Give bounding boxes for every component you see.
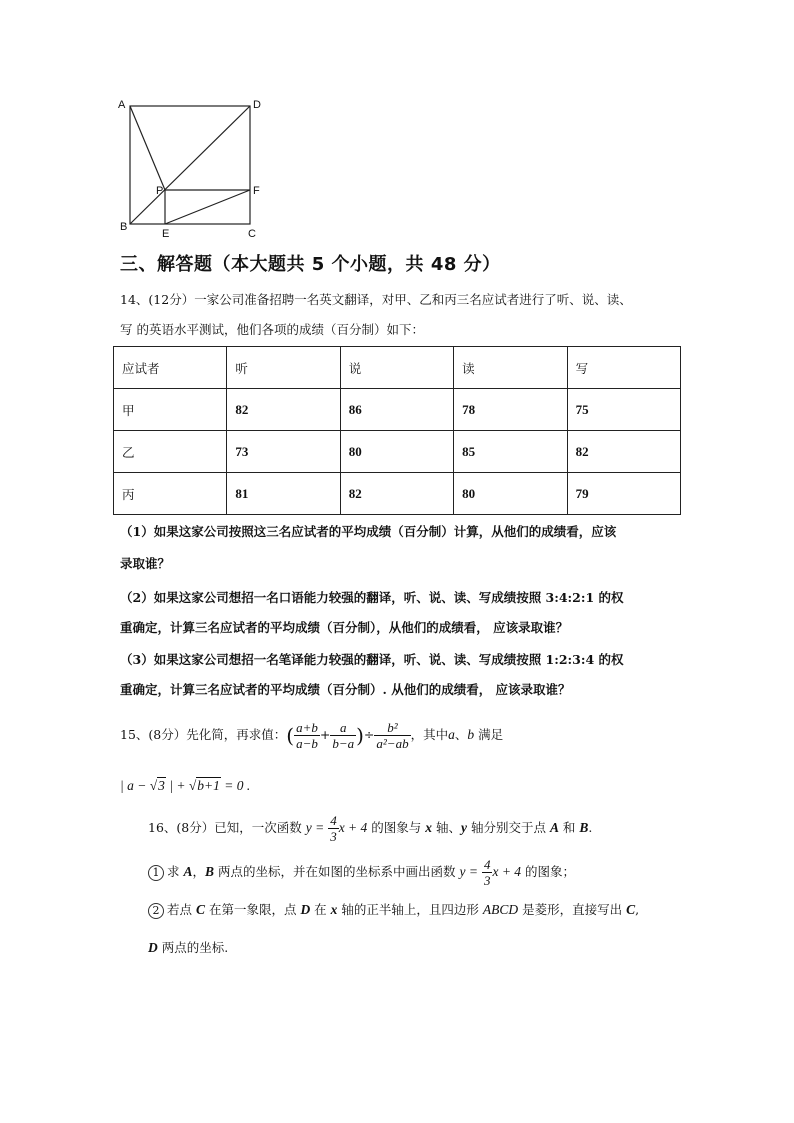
point-d: D [148, 940, 158, 955]
fraction-2-numerator: a [330, 720, 356, 736]
segment-ap [130, 106, 165, 190]
table-row [114, 431, 681, 473]
q16-intro [148, 808, 592, 848]
table-row [114, 389, 681, 431]
function-fraction [482, 857, 493, 888]
q14-line2: 写 的英语水平测试，他们各项的成绩（百分制）如下： [120, 322, 424, 337]
q16-p2-d: 轴的正半轴上，且四边形 [337, 902, 483, 917]
q16-intro-f: . [588, 820, 593, 835]
fraction-3-numerator: b² [374, 720, 410, 736]
point-d: D [300, 902, 311, 917]
label-d: D [253, 99, 261, 111]
fraction-1-denominator: a−b [296, 736, 318, 751]
q16-p2-f: , [635, 902, 640, 917]
table-header-cell: 应试者 [114, 347, 227, 389]
q16-part2-line1 [148, 902, 639, 919]
q16-p2-c: 在 [310, 902, 331, 917]
q14-line1: 14、(12分）一家公司准备招聘一名英文翻译，对甲、乙和丙三名应试者进行了听、说、读、 [120, 292, 632, 307]
q15-prefix: 15、(8分）先化简，再求值： [120, 727, 287, 742]
fraction-1 [294, 720, 320, 751]
table-cell-name: 甲 [114, 389, 227, 431]
function-rhs: x + 4 [492, 864, 522, 879]
part-number-1: 1 [148, 865, 164, 881]
table-cell: 80 [454, 473, 567, 515]
fraction-2-denominator: b−a [332, 736, 355, 751]
function-lhs: y = [305, 820, 325, 835]
table-cell: 86 [340, 389, 453, 431]
table-header-cell: 读 [454, 347, 567, 389]
function-denominator: 3 [483, 873, 491, 888]
q15-condition [120, 778, 250, 794]
point-b: B [579, 820, 589, 835]
table-header-cell: 写 [567, 347, 680, 389]
table-cell: 80 [340, 431, 453, 473]
open-paren: ( [286, 723, 295, 748]
condition-start: | a − [120, 778, 150, 793]
root-3: 3 [158, 778, 165, 793]
square-geometry-figure [112, 94, 272, 239]
label-c: C [248, 228, 256, 239]
score-table [113, 346, 681, 515]
q16-intro-d: 轴分别交于点 [466, 820, 550, 835]
q16-part1 [148, 852, 575, 892]
separator: 、 [454, 727, 468, 742]
point-a: A [549, 820, 559, 835]
q16-p1-a: 求 [167, 864, 184, 879]
fraction-1-numerator: a+b [296, 720, 318, 735]
function-numerator: 4 [330, 813, 337, 828]
point-b: B [205, 864, 215, 879]
q16-p1-b: ， [192, 864, 206, 879]
function-lhs: y = [459, 864, 478, 879]
y-axis-var: y [460, 820, 467, 835]
point-a: A [183, 864, 193, 879]
divide-sign: ÷ [363, 727, 375, 742]
table-cell: 78 [454, 389, 567, 431]
table-cell-name: 乙 [114, 431, 227, 473]
plus-sign: + [319, 727, 331, 742]
table-header-row [114, 347, 681, 389]
x-axis-var: x [425, 820, 432, 835]
point-c: C [626, 902, 636, 917]
condition-end: = 0 . [220, 778, 251, 793]
q16-p1-c: 两点的坐标，并在如图的坐标系中画出函数 [214, 864, 460, 879]
q16-p2-b: 在第一象限，点 [205, 902, 301, 917]
q16-intro-e: 和 [558, 820, 580, 835]
segment-ef [165, 190, 250, 224]
q16-intro-b: 的图象与 [367, 820, 426, 835]
table-cell: 82 [340, 473, 453, 515]
q14-part3-line1: （3）如果这家公司想招一名笔译能力较强的翻译，听、说、读、写成绩按照 1:2:3:4 的权 [120, 652, 624, 667]
fraction-3 [374, 720, 410, 751]
table-cell-name: 丙 [114, 473, 227, 515]
q14-part3-line2: 重确定，计算三名应试者的平均成绩（百分制）. 从他们的成绩看， 应该录取谁？ [120, 682, 571, 697]
label-e: E [162, 228, 170, 239]
table-cell: 81 [227, 473, 340, 515]
q16-p2-e: 是菱形，直接写出 [518, 902, 627, 917]
diagonal-bd [130, 106, 250, 224]
function-denominator: 3 [330, 829, 337, 844]
label-f: F [253, 185, 260, 197]
root-sign: √ [188, 778, 197, 793]
table-row [114, 473, 681, 515]
q16-part2-line2 [148, 940, 228, 956]
function-fraction [328, 813, 339, 844]
q16-p1-d: 的图象； [521, 864, 576, 879]
q16-p2-a: 若点 [167, 902, 196, 917]
q16-intro-c: 轴、 [432, 820, 461, 835]
label-p: P [156, 185, 164, 197]
table-cell: 75 [567, 389, 680, 431]
table-header-cell: 听 [227, 347, 340, 389]
root-b-plus-1: b+1 [197, 778, 220, 793]
root-sign: √ [149, 778, 158, 793]
label-b: B [120, 221, 128, 233]
section-heading: 三、解答题（本大题共 5 个小题，共 48 分） [120, 254, 501, 275]
label-a: A [118, 99, 126, 111]
condition-mid: | + [165, 778, 189, 793]
q14-part1-line1: （1）如果这家公司按照这三名应试者的平均成绩（百分制）计算，从他们的成绩看，应该 [120, 524, 617, 539]
table-cell: 82 [567, 431, 680, 473]
function-numerator: 4 [483, 857, 491, 872]
variable-b: b [467, 727, 475, 742]
quadrilateral-abcd: ABCD [482, 902, 519, 917]
x-axis-var: x [330, 902, 338, 917]
table-cell: 73 [227, 431, 340, 473]
part-number-2: 2 [148, 903, 164, 919]
table-cell: 82 [227, 389, 340, 431]
q15-expression-line [120, 715, 503, 756]
q14-part2-line2: 重确定，计算三名应试者的平均成绩（百分制），从他们的成绩看， 应该录取谁？ [120, 620, 569, 635]
function-rhs: x + 4 [338, 820, 368, 835]
q14-part2-line1: （2）如果这家公司想招一名口语能力较强的翻译，听、说、读、写成绩按照 3:4:2:1 的权 [120, 590, 624, 605]
close-paren: ) [356, 723, 364, 748]
q16-intro-a: 16、(8分）已知，一次函数 [148, 820, 306, 835]
q15-suffix-a: ，其中 [410, 727, 449, 742]
point-c: C [195, 902, 205, 917]
table-cell: 85 [454, 431, 567, 473]
table-cell: 79 [567, 473, 680, 515]
variable-a: a [448, 727, 455, 742]
fraction-3-denominator: a²−ab [376, 736, 409, 751]
q16-p2-line2: 两点的坐标. [157, 940, 229, 955]
table-header-cell: 说 [340, 347, 453, 389]
q15-suffix-b: 满足 [474, 727, 504, 742]
q14-part1-line2: 录取谁？ [120, 556, 171, 571]
fraction-2 [330, 720, 356, 751]
